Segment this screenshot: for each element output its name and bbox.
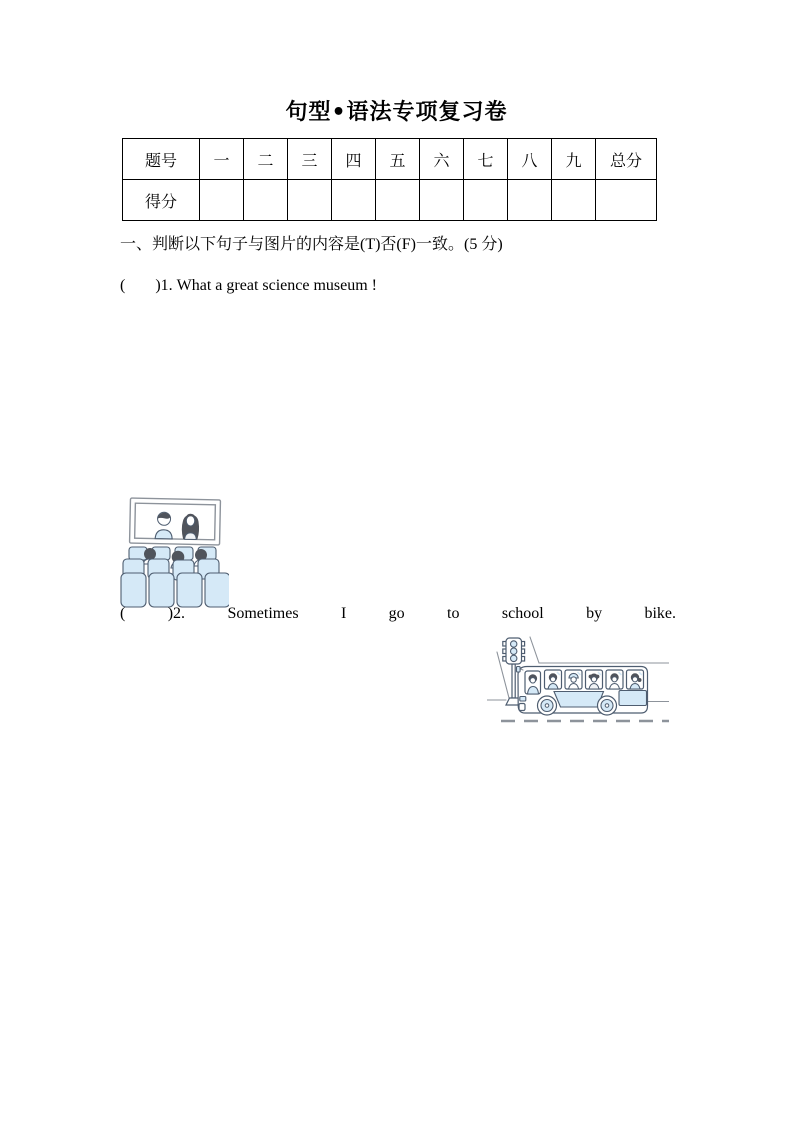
- column-header: 六: [420, 139, 464, 180]
- answer-paren-open: (: [120, 277, 126, 294]
- bus-passenger-window: [606, 670, 623, 689]
- page-title: 句型•语法专项复习卷: [285, 100, 508, 125]
- bus-passenger-window: [545, 670, 562, 689]
- bus-driver: [525, 671, 541, 694]
- bus-wheel: [538, 696, 557, 715]
- question-2-line: [120, 604, 676, 624]
- question-number-label: 题号: [123, 139, 200, 180]
- bus-passenger-window: [586, 670, 603, 689]
- column-header: 二: [244, 139, 288, 180]
- question-2-word: go: [388, 605, 405, 622]
- bus-passenger-window: [627, 670, 644, 689]
- question-1-number: )1.: [155, 277, 173, 294]
- bus-passenger-window: [565, 670, 582, 689]
- column-header: 五: [376, 139, 420, 180]
- score-cell: [552, 180, 596, 221]
- score-cell: [376, 180, 420, 221]
- score-cell: [420, 180, 464, 221]
- score-cell: [200, 180, 244, 221]
- cinema-screen: [130, 498, 221, 545]
- question-2-word: Sometimes: [227, 605, 299, 622]
- score-cell: [288, 180, 332, 221]
- bus-rear-panel: [619, 691, 647, 706]
- column-header: 八: [508, 139, 552, 180]
- score-table-header-row: [123, 139, 657, 180]
- score-cell: [464, 180, 508, 221]
- column-header: 七: [464, 139, 508, 180]
- question-2-word: bike.: [644, 605, 676, 622]
- score-cell: [508, 180, 552, 221]
- question-1-sentence: What a great science museum !: [176, 277, 378, 294]
- cinema-scene-illustration: [117, 496, 229, 608]
- answer-paren-open: (: [120, 605, 126, 622]
- score-cell-total: [596, 180, 657, 221]
- score-table: [122, 138, 657, 221]
- score-cell: [332, 180, 376, 221]
- question-2-word: I: [340, 605, 347, 622]
- audience-seats: [121, 547, 229, 607]
- bus-scene-illustration: [487, 635, 669, 729]
- score-label: 得分: [123, 180, 200, 221]
- column-header: 九: [552, 139, 596, 180]
- score-cell: [244, 180, 288, 221]
- bus-side-panel: [554, 692, 604, 708]
- column-header: 四: [332, 139, 376, 180]
- section-one-heading: 一、判断以下句子与图片的内容是(T)否(F)一致。(5 分): [120, 236, 503, 253]
- column-header: 一: [200, 139, 244, 180]
- score-table-score-row: [123, 180, 657, 221]
- column-header: 三: [288, 139, 332, 180]
- question-1-line: [120, 276, 377, 296]
- bus-wheel: [598, 696, 617, 715]
- column-header-total: 总分: [596, 139, 657, 180]
- bus-icon: [517, 667, 648, 716]
- question-2-number: )2.: [167, 605, 186, 622]
- question-2-word: by: [586, 605, 603, 622]
- question-2-word: to: [447, 605, 460, 622]
- question-2-word: school: [501, 605, 544, 622]
